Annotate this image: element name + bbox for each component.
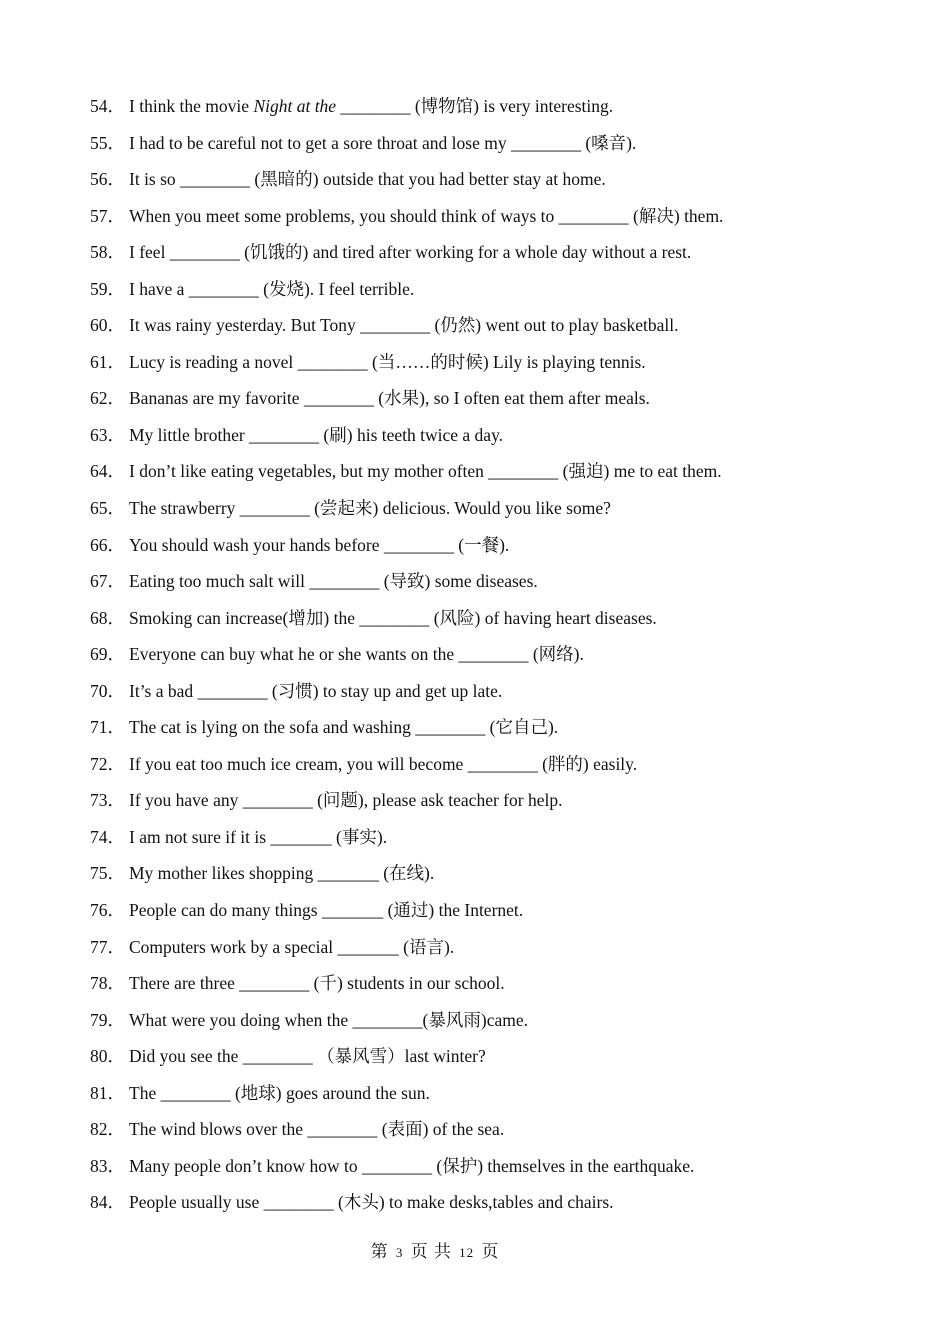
question-item xyxy=(90,1042,890,1079)
question-number: 66． xyxy=(90,534,125,555)
question-text-main: The ________ (地球) goes around the sun. xyxy=(129,1082,430,1103)
question-text xyxy=(129,311,678,339)
question-number: 61． xyxy=(90,351,125,372)
footer-middle: 页 共 xyxy=(410,1242,452,1261)
question-text xyxy=(129,933,454,961)
question-number: 71． xyxy=(90,717,125,738)
question-number: 78． xyxy=(90,973,125,994)
question-item xyxy=(90,531,890,568)
question-text-main: It’s a bad ________ (习惯) to stay up and get up late. xyxy=(129,680,503,701)
question-text-main: I think the movie xyxy=(129,96,254,116)
question-text xyxy=(129,640,584,668)
question-number: 56． xyxy=(90,169,125,190)
question-number: 83． xyxy=(90,1155,125,1176)
question-number: 62． xyxy=(90,388,125,409)
question-number: 84． xyxy=(90,1192,125,1213)
question-text xyxy=(129,786,562,814)
question-text xyxy=(129,1079,430,1107)
question-item xyxy=(90,567,890,604)
question-text xyxy=(129,457,722,485)
question-text xyxy=(129,604,657,632)
question-list xyxy=(90,92,890,1225)
question-item xyxy=(90,1188,890,1225)
question-item xyxy=(90,604,890,641)
question-item xyxy=(90,933,890,970)
footer-prefix: 第 xyxy=(370,1242,389,1261)
question-text xyxy=(129,1188,614,1216)
question-item xyxy=(90,275,890,312)
question-number: 76． xyxy=(90,900,125,921)
question-number: 65． xyxy=(90,498,125,519)
question-text xyxy=(129,238,691,266)
question-text-main: I feel ________ (饥饿的) and tired after working for a whole day without a rest. xyxy=(129,242,692,263)
question-text xyxy=(129,531,509,559)
question-item xyxy=(90,896,890,933)
question-text-main: Many people don’t know how to ________ (保护) themselves in the earthquake. xyxy=(129,1155,695,1176)
question-number: 75． xyxy=(90,863,125,884)
question-item xyxy=(90,713,890,750)
question-text xyxy=(129,384,650,412)
question-text xyxy=(129,275,414,303)
question-number: 59． xyxy=(90,278,125,299)
question-number: 82． xyxy=(90,1119,125,1140)
question-text-main: People can do many things _______ (通过) the Internet. xyxy=(129,900,524,921)
question-text-main: My little brother ________ (刷) his teeth twice a day. xyxy=(129,424,504,445)
question-text-italic: Night at the xyxy=(253,96,337,116)
question-text-main: The wind blows over the ________ (表面) of the sea. xyxy=(129,1119,505,1140)
question-item xyxy=(90,421,890,458)
question-item xyxy=(90,640,890,677)
question-item xyxy=(90,165,890,202)
question-number: 60． xyxy=(90,315,125,336)
question-number: 69． xyxy=(90,644,125,665)
question-text-main: Lucy is reading a novel ________ (当……的时候) Lily is playing tennis. xyxy=(129,351,646,372)
question-text xyxy=(129,348,646,376)
question-text xyxy=(129,494,611,522)
question-text-main: People usually use ________ (木头) to make desks,tables and chairs. xyxy=(129,1192,614,1213)
question-item xyxy=(90,1006,890,1043)
footer-total-pages: 12 xyxy=(459,1245,475,1260)
question-item xyxy=(90,384,890,421)
question-item xyxy=(90,311,890,348)
question-item xyxy=(90,238,890,275)
question-item xyxy=(90,859,890,896)
question-text xyxy=(129,750,637,778)
question-number: 81． xyxy=(90,1082,125,1103)
question-text-main: If you eat too much ice cream, you will become ________ (胖的) easily. xyxy=(129,753,638,774)
question-text-main: I have a ________ (发烧). I feel terrible. xyxy=(129,278,415,299)
question-item xyxy=(90,92,890,129)
question-number: 67． xyxy=(90,571,125,592)
question-text xyxy=(129,165,606,193)
question-text xyxy=(129,677,502,705)
question-text-main: I am not sure if it is _______ (事实). xyxy=(129,826,388,847)
question-text xyxy=(129,823,387,851)
question-number: 79． xyxy=(90,1009,125,1030)
question-number: 77． xyxy=(90,936,125,957)
question-number: 54． xyxy=(90,96,125,116)
question-text xyxy=(129,129,636,157)
question-text-main: It was rainy yesterday. But Tony ________ (仍然) went out to play basketball. xyxy=(129,315,679,336)
question-text xyxy=(129,1152,694,1180)
footer-current-page: 3 xyxy=(395,1245,404,1260)
question-text xyxy=(129,202,723,230)
question-text-main: It is so ________ (黑暗的) outside that you had better stay at home. xyxy=(129,169,606,190)
question-item xyxy=(90,202,890,239)
question-text-main: Everyone can buy what he or she wants on the ________ (网络). xyxy=(129,644,584,665)
question-text xyxy=(129,1115,504,1143)
question-item xyxy=(90,348,890,385)
footer-suffix: 页 xyxy=(481,1242,500,1261)
question-item xyxy=(90,1079,890,1116)
question-item xyxy=(90,677,890,714)
question-text-main: You should wash your hands before ________ (一餐). xyxy=(129,534,510,555)
page-footer xyxy=(0,1238,910,1267)
question-number: 57． xyxy=(90,205,125,226)
question-text-tail: ________ (博物馆) is very interesting. xyxy=(336,96,614,116)
question-text xyxy=(129,969,505,997)
question-text-main: There are three ________ (千) students in our school. xyxy=(129,973,505,994)
question-text-main: I don’t like eating vegetables, but my mother often ________ (强迫) me to eat them. xyxy=(129,461,722,482)
question-text-main: Computers work by a special _______ (语言). xyxy=(129,936,455,957)
question-item xyxy=(90,786,890,823)
question-text xyxy=(129,1006,528,1034)
question-item xyxy=(90,823,890,860)
question-text xyxy=(129,713,558,741)
question-number: 68． xyxy=(90,607,125,628)
question-item xyxy=(90,457,890,494)
question-item xyxy=(90,750,890,787)
question-text-main: The cat is lying on the sofa and washing ________ (它自己). xyxy=(129,717,559,738)
question-text xyxy=(129,1042,486,1070)
question-text-main: Smoking can increase(增加) the ________ (风险) of having heart diseases. xyxy=(129,607,657,628)
question-text xyxy=(129,92,613,120)
question-number: 55． xyxy=(90,132,125,153)
question-number: 80． xyxy=(90,1046,125,1067)
question-text xyxy=(129,859,434,887)
question-text-main: Eating too much salt will ________ (导致) some diseases. xyxy=(129,571,538,592)
question-item xyxy=(90,1152,890,1189)
question-number: 70． xyxy=(90,680,125,701)
question-text-main: I had to be careful not to get a sore throat and lose my ________ (嗓音). xyxy=(129,132,637,153)
question-text-main: If you have any ________ (问题), please ask teacher for help. xyxy=(129,790,563,811)
question-text xyxy=(129,896,523,924)
question-number: 63． xyxy=(90,424,125,445)
question-text xyxy=(129,567,538,595)
question-item xyxy=(90,969,890,1006)
question-text-main: The strawberry ________ (尝起来) delicious. Would you like some? xyxy=(129,498,611,519)
question-number: 74． xyxy=(90,826,125,847)
question-item xyxy=(90,129,890,166)
question-text-main: What were you doing when the ________(暴风雨)came. xyxy=(129,1009,528,1030)
question-number: 64． xyxy=(90,461,125,482)
question-text-main: My mother likes shopping _______ (在线). xyxy=(129,863,435,884)
question-item xyxy=(90,494,890,531)
question-text-main: Did you see the ________ （暴风雪）last winter? xyxy=(129,1046,486,1067)
question-text-main: When you meet some problems, you should think of ways to ________ (解决) them. xyxy=(129,205,724,226)
question-number: 58． xyxy=(90,242,125,263)
question-text-main: Bananas are my favorite ________ (水果), so I often eat them after meals. xyxy=(129,388,650,409)
question-item xyxy=(90,1115,890,1152)
question-number: 72． xyxy=(90,753,125,774)
question-number: 73． xyxy=(90,790,125,811)
question-text xyxy=(129,421,503,449)
